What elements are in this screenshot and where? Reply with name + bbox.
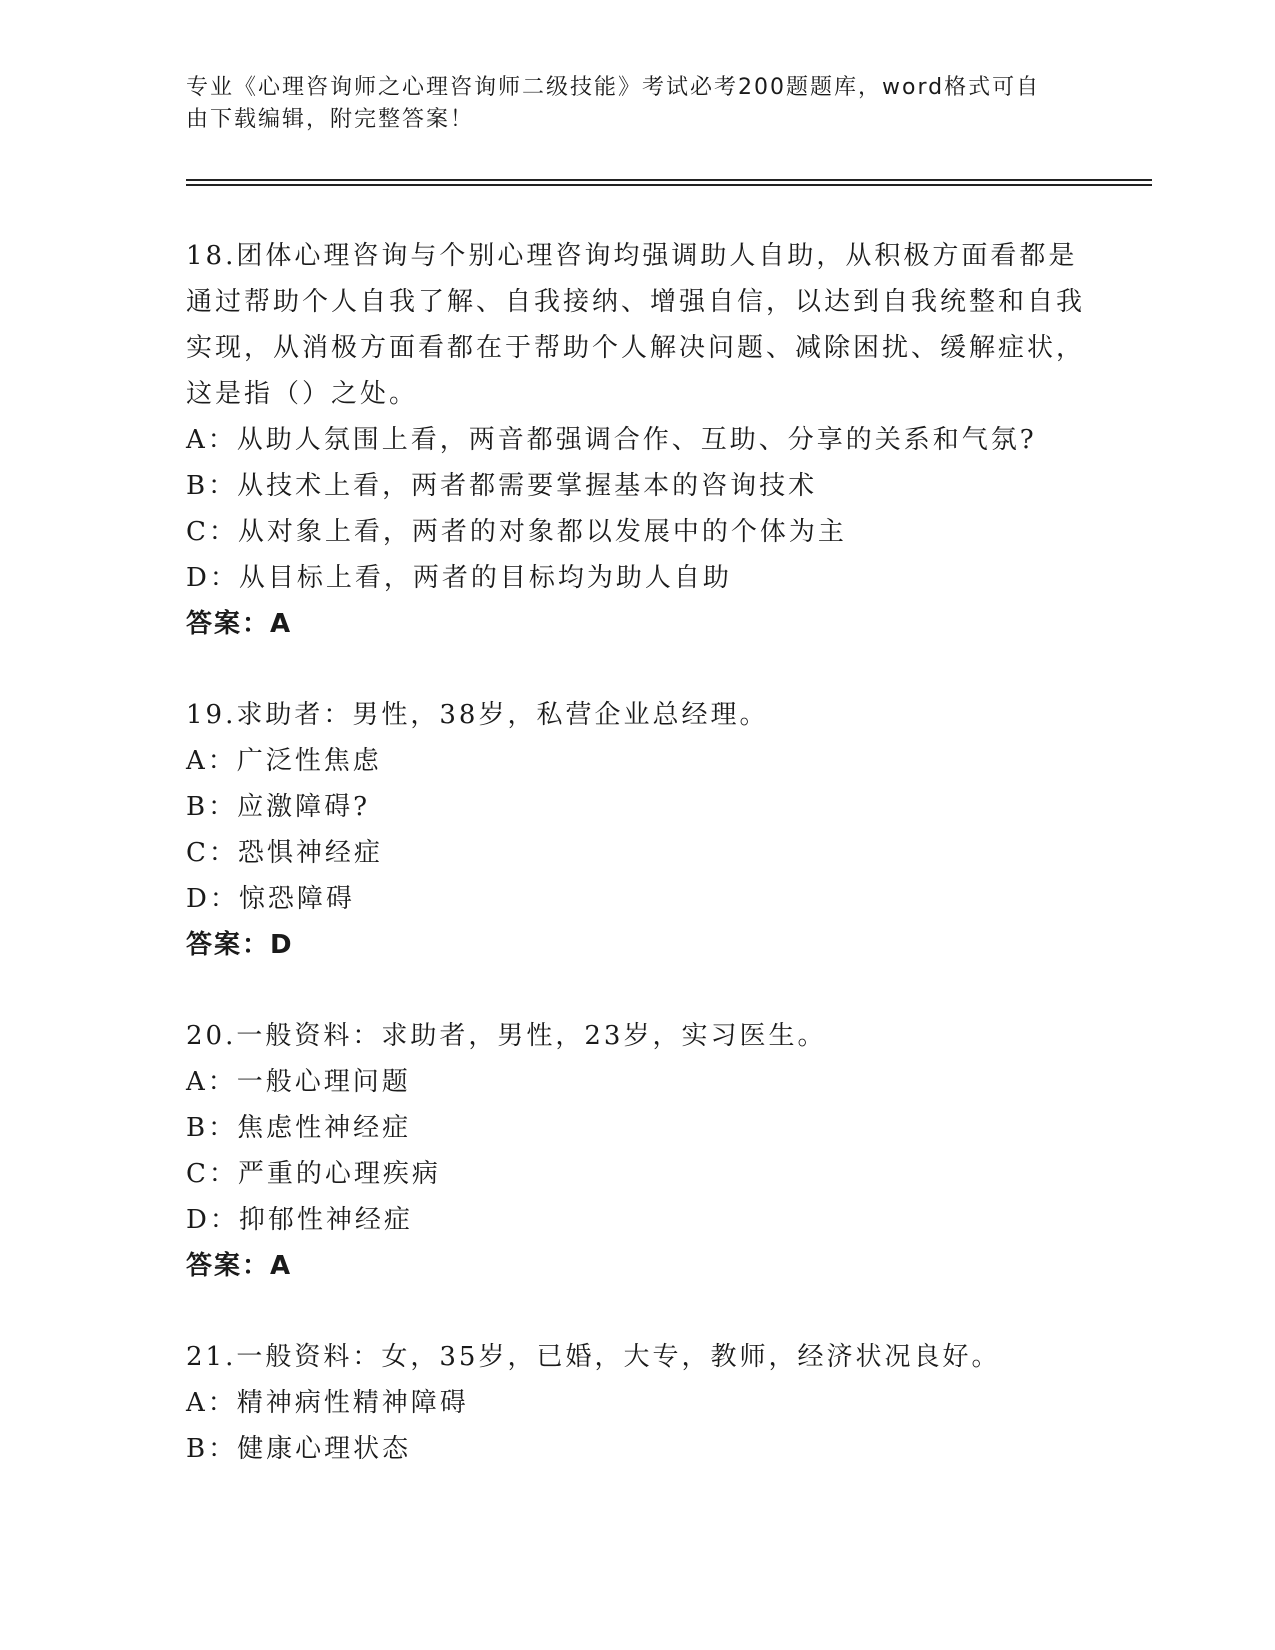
document-header <box>186 72 1066 136</box>
option-a: A：广泛性焦虑 <box>186 746 382 776</box>
question-21 <box>186 1334 1086 1472</box>
option-a: A：从助人氛围上看，两音都强调合作、互助、分享的关系和气氛? <box>186 425 1037 455</box>
question-number: 20. <box>186 1021 237 1051</box>
question-text <box>186 1334 1086 1380</box>
option-c: C：从对象上看，两者的对象都以发展中的个体为主 <box>186 517 847 547</box>
question-text <box>186 1013 1086 1059</box>
option-a: A：精神病性精神障碍 <box>186 1388 469 1418</box>
answer: 答案：D <box>186 930 294 960</box>
answer: 答案：A <box>186 609 293 639</box>
question-20 <box>186 1013 1086 1289</box>
question-19 <box>186 692 1086 968</box>
question-text <box>186 233 1086 417</box>
option-c: C：恐惧神经症 <box>186 838 383 868</box>
option-a: A：一般心理问题 <box>186 1067 411 1097</box>
option-c: C：严重的心理疾病 <box>186 1159 441 1189</box>
question-number: 18. <box>186 241 237 271</box>
option-b: B：焦虑性神经症 <box>186 1113 412 1143</box>
option-b: B：健康心理状态 <box>186 1434 412 1464</box>
option-d: D：从目标上看，两者的目标均为助人自助 <box>186 563 732 593</box>
answer: 答案：A <box>186 1251 293 1281</box>
option-d: D：惊恐障碍 <box>186 884 355 914</box>
header-line-1: 专业《心理咨询师之心理咨询师二级技能》考试必考200题题库，word格式可自 <box>186 75 1041 100</box>
header-divider-bottom <box>186 184 1152 186</box>
question-body: 一般资料：求助者，男性，23岁，实习医生。 <box>236 1021 827 1051</box>
question-list <box>186 233 1086 1517</box>
question-text <box>186 692 1086 738</box>
question-18 <box>186 233 1086 647</box>
header-divider-top <box>186 179 1152 181</box>
option-b: B：应激障碍? <box>186 792 371 822</box>
question-number: 19. <box>186 700 237 730</box>
question-body: 团体心理咨询与个别心理咨询均强调助人自助，从积极方面看都是通过帮助个人自我了解、自我接纳、增强自信，以达到自我统整和自我实现，从消极方面看都在于帮助个人解决问题、减除困扰、缓解症状，这是指（）之处。 <box>186 241 1086 409</box>
option-d: D：抑郁性神经症 <box>186 1205 413 1235</box>
question-body: 求助者：男性，38岁，私营企业总经理。 <box>236 700 769 730</box>
question-body: 一般资料：女，35岁，已婚，大专，教师，经济状况良好。 <box>236 1342 1001 1372</box>
option-b: B：从技术上看，两者都需要掌握基本的咨询技术 <box>186 471 818 501</box>
header-line-2: 由下载编辑，附完整答案！ <box>186 107 475 132</box>
question-number: 21. <box>186 1342 237 1372</box>
